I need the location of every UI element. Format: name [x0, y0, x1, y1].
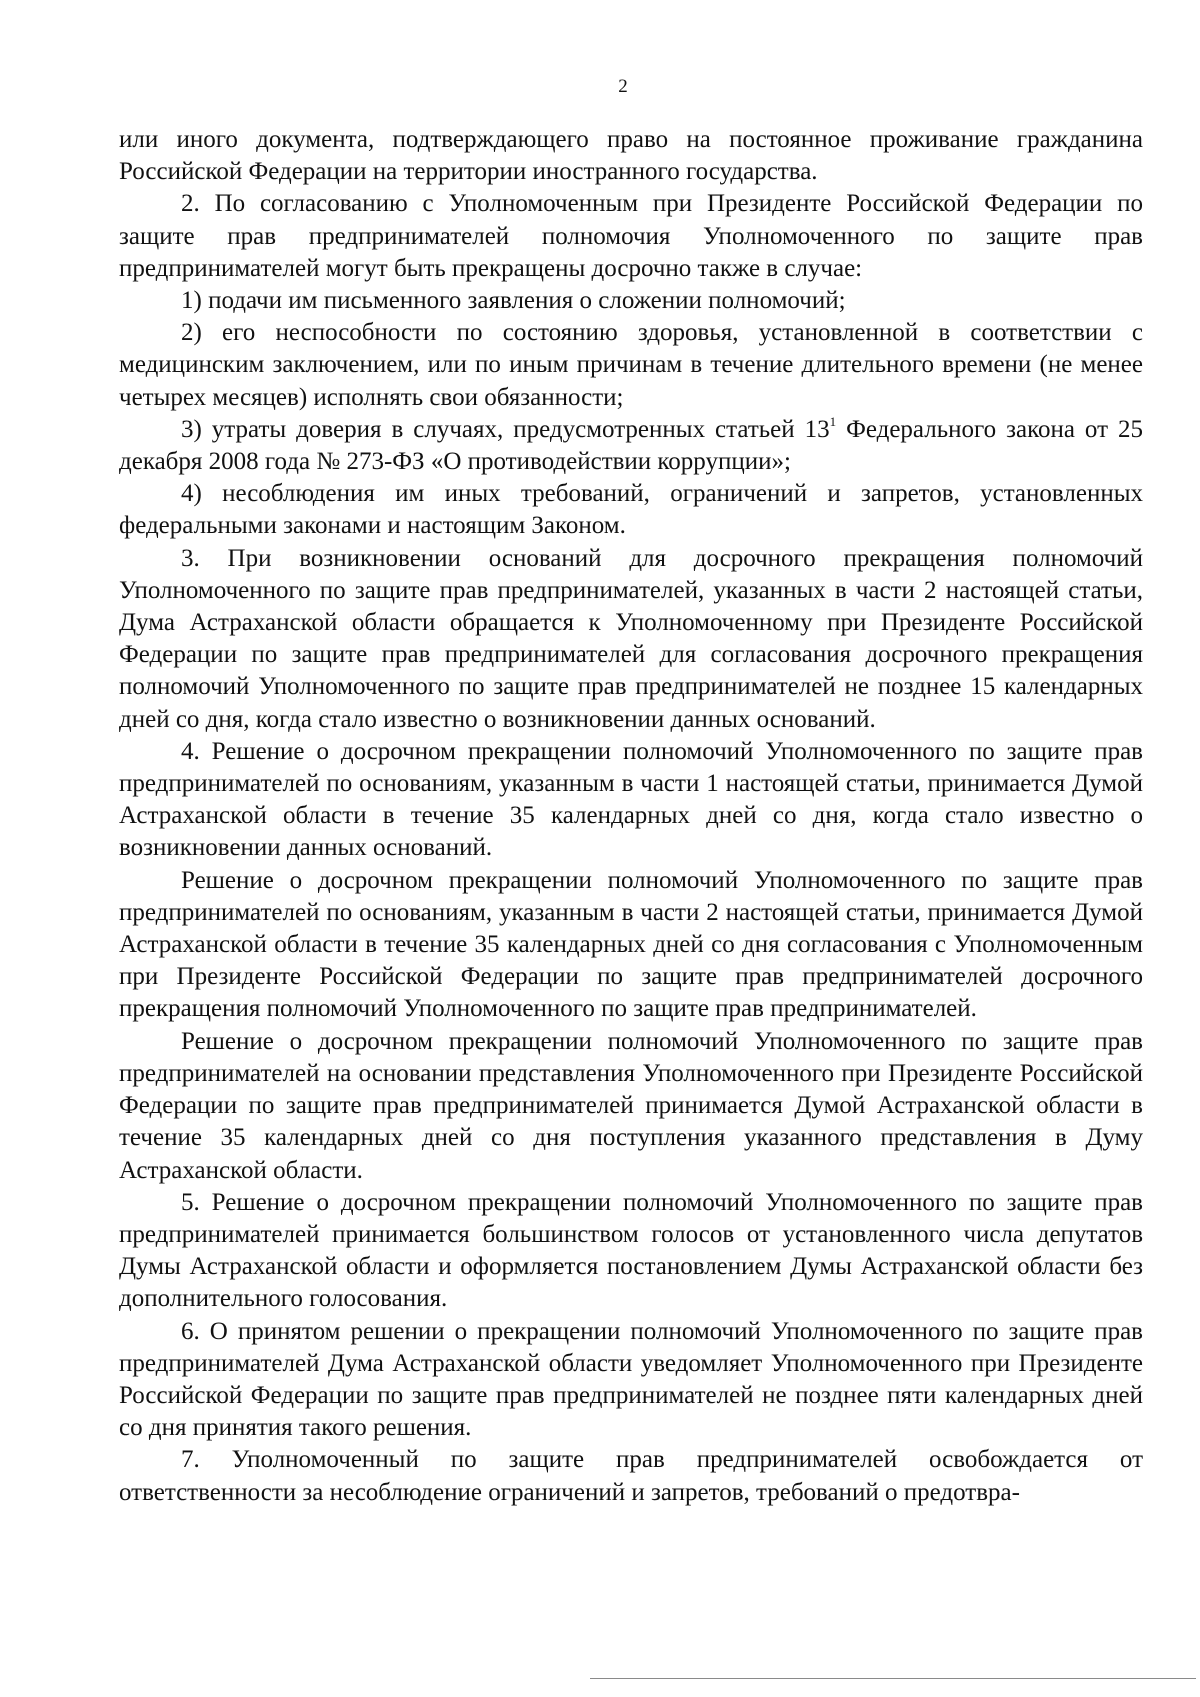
- paragraph-part-2: 2. По согласованию с Уполномоченным при Президенте Российской Федерации по защите прав предпринимателей полномочия Уполномоченного по защите прав предпринимателей могут быть прекращены досрочно также в случае:: [119, 190, 1143, 282]
- paragraph-continuation: или иного документа, подтверждающего право на постоянное проживание гражданина Российской Федерации на территории иностранного государства.: [119, 126, 1143, 186]
- paragraph-part-4-second: Решение о досрочном прекращении полномочий Уполномоченного по защите прав предпринимателей по основаниям, указанным в части 2 настоящей статьи, принимается Думой Астраханской области в течение 35 календарных дней со дня согласования с Уполномоченным при Президенте Российской Федерации по защите прав предпринимателей досрочного прекращения полномочий Уполномоченного по защите прав предпринимателей.: [119, 866, 1143, 1023]
- paragraph-part-4: 4. Решение о досрочном прекращении полномочий Уполномоченного по защите прав предпринимателей по основаниям, указанным в части 1 настоящей статьи, принимается Думой Астраханской области в течение 35 календарных дней со дня, когда стало известно о возникновении данных оснований.: [119, 737, 1143, 862]
- list-item-4: 4) несоблюдения им иных требований, ограничений и запретов, установленных федеральными законами и настоящим Законом.: [119, 480, 1143, 540]
- article-superscript: 1: [829, 413, 837, 429]
- list-item-3-text-before: 3) утраты доверия в случаях, предусмотренных статьей 13: [181, 415, 830, 443]
- scan-edge-line: [590, 1678, 1196, 1679]
- paragraph-part-3: 3. При возникновении оснований для досрочного прекращения полномочий Уполномоченного по защите прав предпринимателей, указанных в части 2 настоящей статьи, Дума Астраханской области обращается к Уполномоченному при Президенте Российской Федерации по защите прав предпринимателей для согласования досрочного прекращения полномочий Уполномоченного по защите прав предпринимателей не позднее 15 календарных дней со дня, когда стало известно о возникновении данных оснований.: [119, 544, 1143, 733]
- paragraph-part-7: 7. Уполномоченный по защите прав предпринимателей освобождается от ответственности за несоблюдение ограничений и запретов, требований о предотвра-: [119, 1446, 1143, 1506]
- page-number: 2: [618, 76, 628, 97]
- paragraph-part-5: 5. Решение о досрочном прекращении полномочий Уполномоченного по защите прав предпринимателей принимается большинством голосов от установленного числа депутатов Думы Астраханской области и оформляется постановлением Думы Астраханской области без дополнительного голосования.: [119, 1188, 1143, 1313]
- paragraph-part-6: 6. О принятом решении о прекращении полномочий Уполномоченного по защите прав предпринимателей Дума Астраханской области уведомляет Уполномоченного при Президенте Российской Федерации по защите прав предпринимателей не позднее пяти календарных дней со дня принятия такого решения.: [119, 1317, 1143, 1442]
- list-item-3-text-after: Федерального закона от 25 декабря 2008 года № 273-ФЗ «О противодействии коррупции»;: [119, 415, 1143, 476]
- paragraph-part-4-third: Решение о досрочном прекращении полномочий Уполномоченного по защите прав предпринимателей на основании представления Уполномоченного при Президенте Российской Федерации по защите прав предпринимателей принимается Думой Астраханской области в течение 35 календарных дней со дня поступления указанного представления в Думу Астраханской области.: [119, 1027, 1143, 1184]
- list-item-2: 2) его неспособности по состоянию здоровья, установленной в соответствии с медицинским заключением, или по иным причинам в течение длительного времени (не менее четырех месяцев) исполнять свои обязанности;: [119, 319, 1143, 411]
- list-item-3: [119, 414, 1143, 478]
- list-item-1: 1) подачи им письменного заявления о сложении полномочий;: [181, 287, 846, 315]
- document-body: [119, 124, 1143, 1509]
